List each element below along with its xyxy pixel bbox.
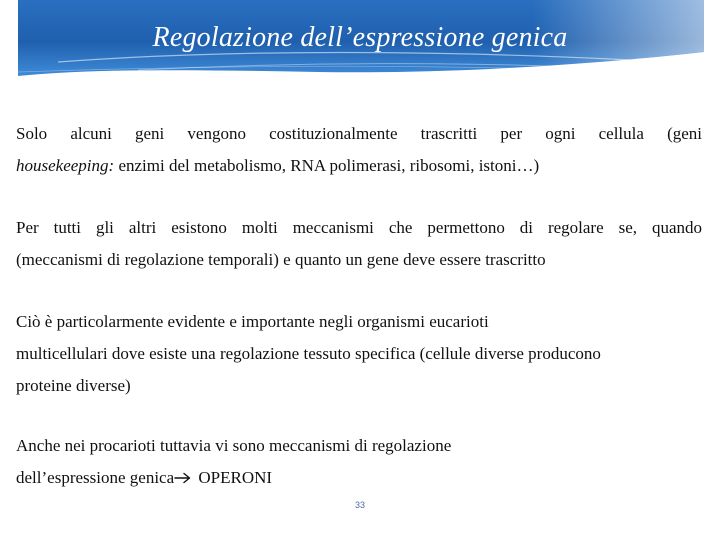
paragraph-line: Ciò è particolarmente evidente e importante negli organismi eucarioti [16,312,489,331]
paragraph-text: dell’espressione genica [16,468,175,487]
title-banner [18,0,704,82]
paragraph-prokaryotes [16,430,702,494]
paragraph-text: enzimi del metabolismo, RNA polimerasi, ribosomi, istoni…) [114,156,540,175]
paragraph-line: Anche nei procarioti tuttavia vi sono meccanismi di regolazione [16,436,452,455]
paragraph-line [16,150,702,182]
paragraph-line: Solo alcuni geni vengono costituzionalmente trascritti per ogni cellula (geni [16,124,702,143]
page-number: 33 [354,500,365,510]
paragraph-line: proteine diverse) [16,376,131,395]
paragraph-line: Per tutti gli altri esistono molti meccanismi che permettono di regolare se, quando [16,218,702,237]
right-arrow-icon [174,472,192,484]
slide-title: Regolazione dell’espressione genica [152,22,568,53]
paragraph-eukaryotes [16,306,702,402]
italic-term: housekeeping: [16,156,115,175]
paragraph-housekeeping [16,118,702,182]
paragraph-line [16,462,702,494]
paragraph-regulation [16,212,702,276]
paragraph-line: (meccanismi di regolazione temporali) e quanto un gene deve essere trascritto [16,250,546,269]
operoni-label: OPERONI [194,468,273,487]
paragraph-line: multicellulari dove esiste una regolazione tessuto specifica (cellule diverse producono [16,344,601,363]
